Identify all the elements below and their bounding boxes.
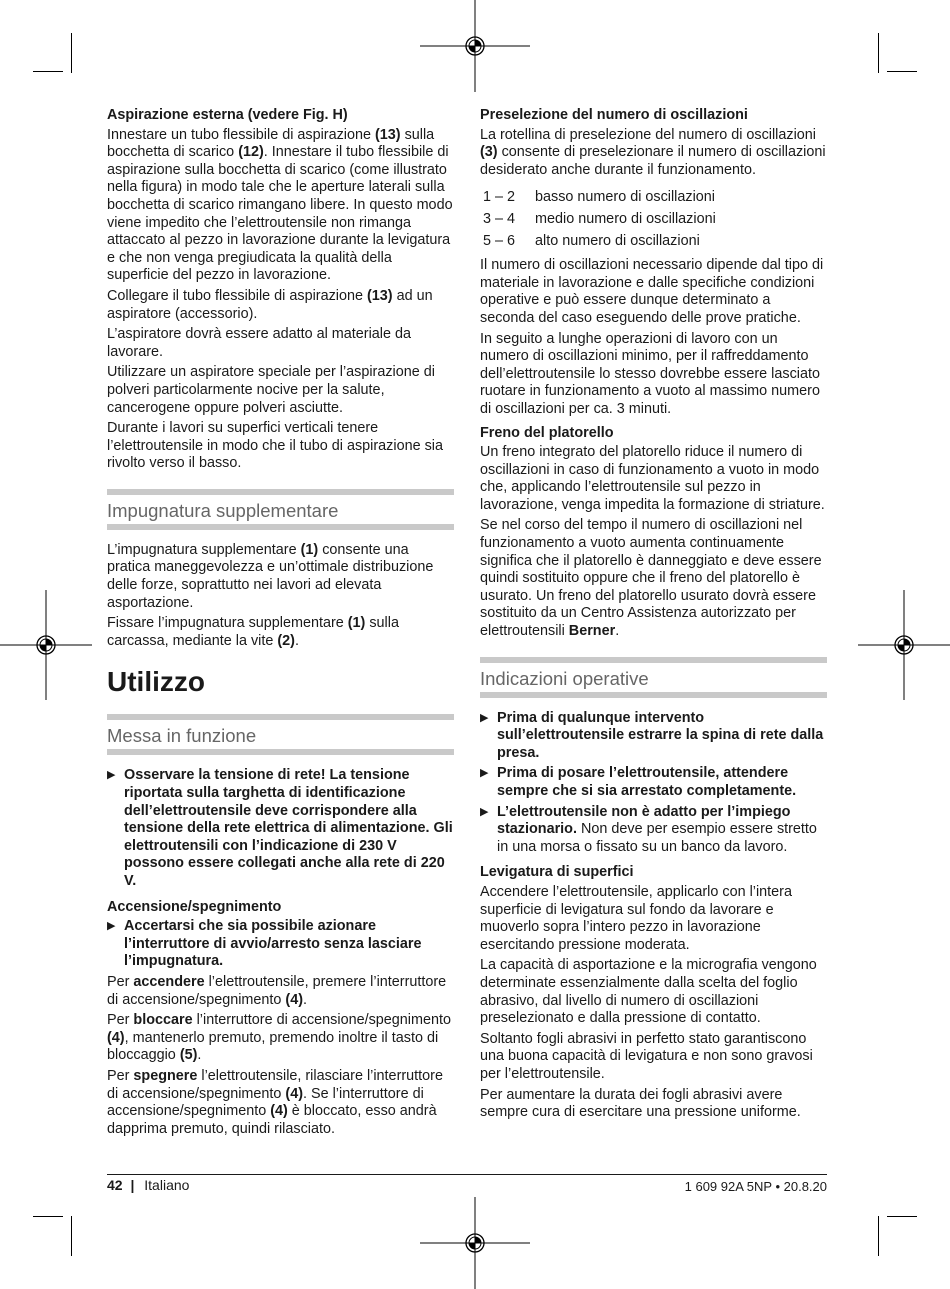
crop-mark [71, 33, 72, 73]
surface-sanding-heading: Levigatura di superfici [480, 864, 634, 881]
auxiliary-handle-heading: Impugnatura supplementare [107, 489, 454, 530]
paragraph: Per bloccare l’interruttore di accensione/spegnimento (4), mantenerlo premuto, premendo inoltre il tasto di bloccaggio (5). [107, 1012, 451, 1064]
oscillation-preselection-heading: Preselezione del numero di oscillazioni [480, 107, 748, 123]
footer-language: Italiano [144, 1177, 190, 1193]
right-column [480, 107, 827, 1125]
paragraph: Utilizzare un aspiratore speciale per l’aspirazione di polveri particolarmente nocive per la salute, cancerogene oppure polveri asciutte. [107, 364, 435, 416]
paragraph: Innestare un tubo flessibile di aspirazione (13) sulla bocchetta di scarico (12). Innestare il tubo flessibile di aspirazione sulla bocchetta di scarico (come illustrato nella figura) in modo tale che le aperture laterali sulla bocchetta di scarico rimangano libere. In questo modo viene impedito che l’elettroutensile non rimanga attaccato al pezzo in lavorazione durante la levigatura e che non venga pregiudicata la qualità della superficie del pezzo in lavorazione. [107, 126, 453, 284]
paragraph: Soltanto fogli abrasivi in perfetto stato garantiscono una buona capacità di levigatura e non sono gravosi per l’elettroutensile. [480, 1030, 813, 1082]
oscillation-range-table [480, 189, 716, 254]
paragraph: L’impugnatura supplementare (1) consente una pratica maneggevolezza e un’ottimale distribuzione delle forze, soprattutto nei lavori ad elevata asportazione. [107, 541, 434, 611]
working-advice-heading: Indicazioni operative [480, 657, 827, 698]
paragraph: Per aumentare la durata dei fogli abrasivi avere sempre cura di esercitare una pressione uniforme. [480, 1086, 801, 1121]
crop-mark [887, 71, 917, 72]
warning-bullet: ▶ Accertarsi che sia possibile azionare l’interruttore di avvio/arresto senza lasciare l’impugnatura. [107, 918, 422, 970]
paragraph: Accendere l’elettroutensile, applicarlo con l’intera superficie di levigatura sul fondo da lavorare e muoverlo sopra l’intero pezzo in lavorazione esercitando pressione moderata. [480, 883, 792, 953]
warning-bullet: ▶ L’elettroutensile non è adatto per l’impiego stazionario. Non deve per esempio essere stretto in una morsa o fissato su un banco da lavoro. [480, 803, 817, 855]
startup-heading: Messa in funzione [107, 714, 454, 755]
paragraph: Durante i lavori su superfici verticali tenere l’elettroutensile in modo che il tubo di aspirazione sia rivolto verso il basso. [107, 420, 443, 472]
crop-mark [33, 71, 63, 72]
external-suction-heading: Aspirazione esterna (vedere Fig. H) [107, 107, 348, 123]
triangle-bullet-icon: ▶ [107, 920, 116, 933]
warning-bullet: ▶ Osservare la tensione di rete! La tensione riportata sulla targhetta di identificazione dell’elettroutensile deve corrispondere alla tensione della rete elettrica di alimentazione. Gli elettroutensili con l’indicazione di 230 V possono essere collegati anche alla rete di 220 V. [107, 767, 453, 889]
document-code: 1 609 92A 5NP • 20.8.20 [684, 1179, 827, 1194]
paragraph: Se nel corso del tempo il numero di oscillazioni nel funzionamento a vuoto aumenta continuamente significa che il platorello è danneggiato e deve essere quindi sostituito oppure che il freno del platorello è usurato. Un freno del platorello usurato dovrà essere sostituito da un Centro Assistenza autorizzato per elettroutensili Berner. [480, 517, 822, 640]
page-number: 42 [107, 1177, 123, 1193]
registration-mark [420, 0, 530, 92]
pad-brake-heading: Freno del platorello [480, 424, 614, 441]
triangle-bullet-icon: ▶ [480, 711, 489, 724]
crop-mark [878, 33, 879, 73]
use-heading: Utilizzo [107, 666, 205, 698]
crop-mark [71, 1216, 72, 1256]
paragraph: Collegare il tubo flessibile di aspirazione (13) ad un aspiratore (accessorio). [107, 287, 433, 322]
triangle-bullet-icon: ▶ [107, 769, 116, 782]
left-column [107, 107, 454, 1141]
footer-separator: | [130, 1177, 135, 1193]
range-row: 5 – 6 alto numero di oscillazioni [483, 232, 700, 249]
range-row: 3 – 4 medio numero di oscillazioni [483, 210, 716, 227]
triangle-bullet-icon: ▶ [480, 805, 489, 818]
paragraph: Per accendere l’elettroutensile, premere l’interruttore di accensione/spegnimento (4). [107, 973, 447, 1008]
registration-mark [858, 590, 950, 700]
paragraph: La rotellina di preselezione del numero di oscillazioni (3) consente di preselezionare il numero di oscillazioni desiderato anche durante il funzionamento. [480, 126, 826, 178]
paragraph: Un freno integrato del platorello riduce il numero di oscillazioni in caso di funzionamento a vuoto in modo che, applicando l’elettroutensile sul pezzo in lavorazione, venga impedita la formazione di striature. [480, 444, 825, 513]
crop-mark [887, 1216, 917, 1217]
paragraph: Fissare l’impugnatura supplementare (1) sulla carcassa, mediante la vite (2). [107, 615, 399, 649]
crop-mark [33, 1216, 63, 1217]
registration-mark [420, 1197, 530, 1289]
warning-bullet: ▶ Prima di posare l’elettroutensile, attendere sempre che si sia arrestato completamente. [480, 765, 797, 799]
paragraph: Per spegnere l’elettroutensile, rilasciare l’interruttore di accensione/spegnimento (4). Se l’interruttore di accensione/spegnimento (4) è bloccato, esso andrà dapprima premuto, quindi rilasciato. [107, 1067, 443, 1137]
paragraph: L’aspiratore dovrà essere adatto al materiale da lavorare. [107, 326, 411, 360]
paragraph: Il numero di oscillazioni necessario dipende dal tipo di materiale in lavorazione e dalle specifiche condizioni operative e può essere dunque determinato a seconda del caso eseguendo delle prove pratiche. [480, 257, 824, 326]
paragraph: La capacità di asportazione e la micrografia vengono determinate essenzialmente dalla scelta del foglio abrasivo, dal livello di numero di oscillazioni preselezionato e dalla pressione di contatto. [480, 957, 817, 1027]
triangle-bullet-icon: ▶ [480, 767, 489, 780]
paragraph: In seguito a lunghe operazioni di lavoro con un numero di oscillazioni minimo, per il raffreddamento dell’elettroutensile lo stesso dovrebbe essere lasciato ruotare in funzionamento a vuoto al massimo numero di oscillazioni per ca. 3 minuti. [480, 330, 820, 417]
warning-bullet: ▶ Prima di qualunque intervento sull’elettroutensile estrarre la spina di rete dalla presa. [480, 709, 824, 761]
on-off-heading: Accensione/spegnimento [107, 898, 282, 915]
crop-mark [878, 1216, 879, 1256]
page-footer [107, 1174, 827, 1195]
registration-mark [0, 590, 92, 700]
range-row: 1 – 2 basso numero di oscillazioni [483, 189, 715, 206]
